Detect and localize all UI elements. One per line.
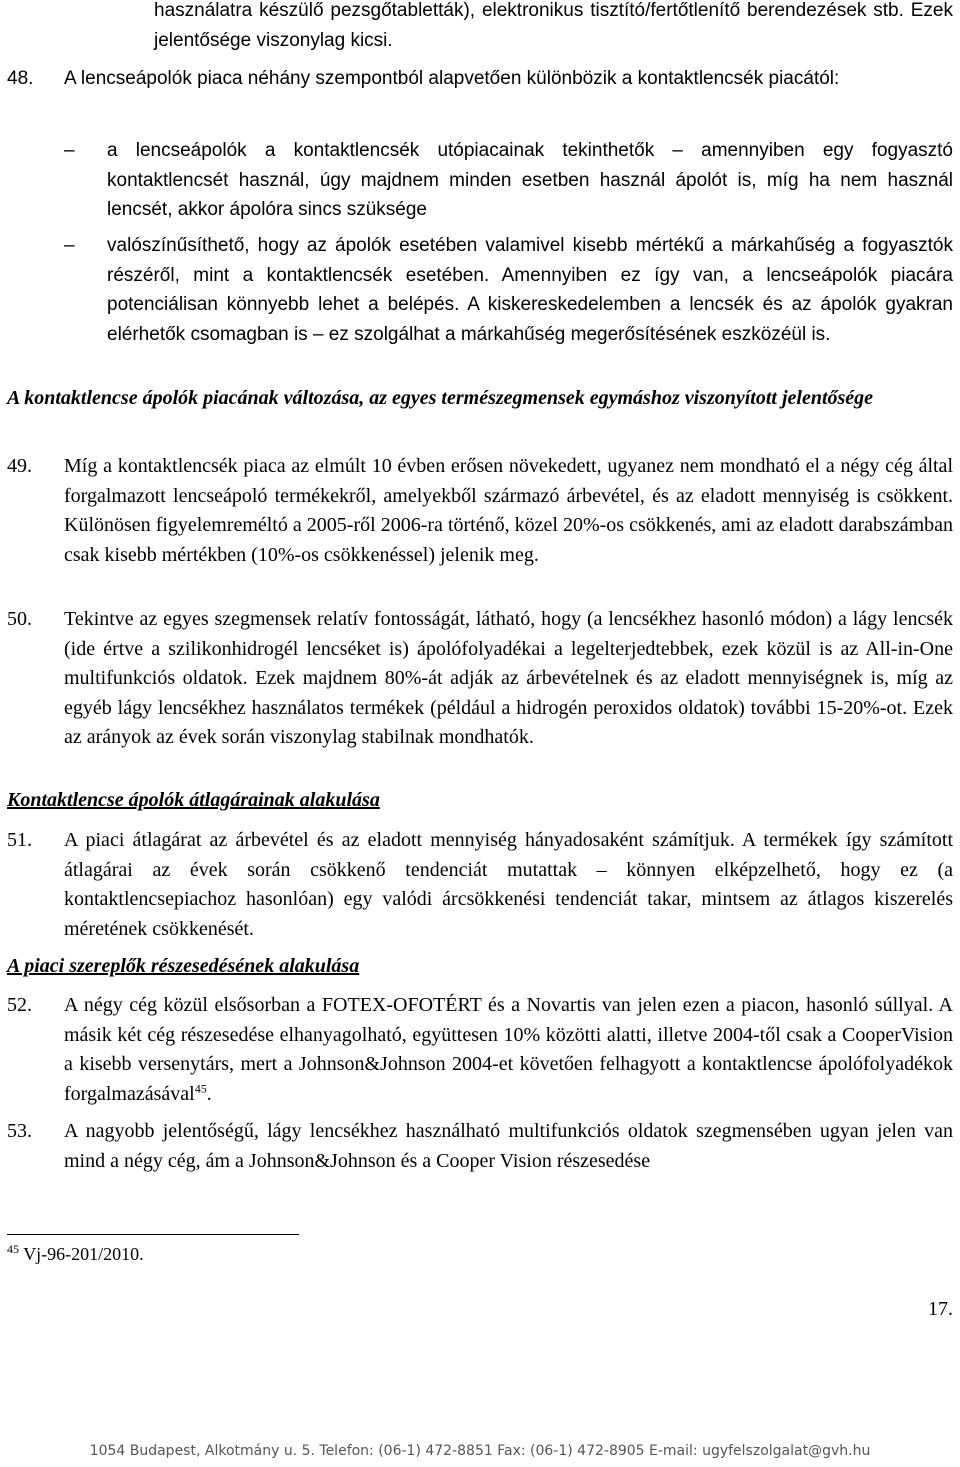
paragraph-number-49: 49. [7, 455, 32, 477]
paragraph-number-53: 53. [7, 1120, 32, 1142]
continuation-paragraph: használatra készülő pezsgőtabletták), elektronikus tisztító/fertőtlenítő berendezések stb. Ezek jelentősége viszonylag kicsi. [154, 0, 953, 51]
paragraph-number-52: 52. [7, 994, 32, 1016]
heading-2-text: Kontaktlencse ápolók átlagárainak alakulása [7, 789, 380, 811]
section-heading-3 [7, 952, 960, 982]
section-heading-2 [7, 786, 960, 816]
paragraph-49: Míg a kontaktlencsék piaca az elmúlt 10 évben erősen növekedett, ugyanez nem mondható el a négy cég által forgalmazott lencseápoló termékekről, amelyekből származó árbevétel, és az eladott mennyiség is csökkent. Különösen figyelemreméltó a 2005-ről 2006-ra történő, közel 20%-os csökkenés, ami az eladott darabszámban csak kisebb mértékben (10%-os csökkenéssel) jelenik meg. [64, 455, 953, 566]
paragraph-52-tail: . [206, 1082, 212, 1105]
paragraph-50: Tekintve az egyes szegmensek relatív fontosságát, látható, hogy (a lencsékhez hasonló módon) a lágy lencsék (ide értve a szilikonhidrogél lencséket is) ápolófolyadékai a legelterjedtebbek, ezek közül is az All-in-One multifunkciós oldatok. Ezek majdnem 80%-át adják az árbevételnek és az eladott mennyiségnek is, míg az egyéb lágy lencsékhez használatos termékek (például a hidrogén peroxidos oldatok) további 15-20%-ot. Ezek az arányok az évek során viszonylag stabilnak mondhatók. [64, 608, 953, 748]
footnote-text: Vj-96-201/2010. [23, 1244, 144, 1264]
page-number: 17. [928, 1298, 953, 1320]
footnote-marker: 45 [7, 1242, 19, 1256]
footnote [7, 1242, 144, 1266]
footnote-separator [7, 1234, 299, 1235]
bullet-dash: – [64, 235, 75, 256]
paragraph-53: A nagyobb jelentőségű, lágy lencsékhez használható multifunkciós oldatok szegmensében ugyan jelen van mind a négy cég, ám a Johnson&Johnson és a Cooper Vision részesedése [64, 1120, 953, 1172]
paragraph-52 [64, 991, 953, 1109]
heading-3-text: A piaci szereplők részesedésének alakulása [7, 955, 360, 977]
bullet-item-2: valószínűsíthető, hogy az ápolók esetében valamivel kisebb mértékű a márkahűség a fogyasztók részéről, mint a kontaktlencsék esetében. Amennyiben ez így van, a lencseápolók piacára potenciálisan könnyebb lehet a belépés. A kiskereskedelemben a lencsék és az ápolók gyakran elérhetők csomagban is – ez szolgálhat a márkahűség megerősítésének eszközéül is. [107, 235, 953, 345]
paragraph-number-50: 50. [7, 608, 32, 630]
footnote-reference[interactable]: 45 [194, 1080, 207, 1095]
paragraph-48-intro: A lencseápolók piaca néhány szempontból alapvetően különbözik a kontaktlencsék piacától: [64, 68, 840, 89]
paragraph-51: A piaci átlagárat az árbevétel és az eladott mennyiség hányadosaként számítjuk. A termékek így számított átlagárai az évek során csökkenő tendenciát mutattak – könnyen elképzelhető, hogy ez (a kontaktlencsepiachoz hasonlóan) egy valódi árcsökkenési tendenciát takar, mintsem az átlagos kiszerelés méretének csökkenését. [64, 829, 953, 940]
paragraph-number-48: 48. [7, 68, 34, 89]
page-footer-contact: 1054 Budapest, Alkotmány u. 5. Telefon: (06-1) 472-8851 Fax: (06-1) 472-8905 E-mail: ugyfelszolgalat@gvh.hu [89, 1443, 871, 1459]
section-heading-1: A kontaktlencse ápolók piacának változása, az egyes természegmensek egymáshoz viszonyított jelentősége [7, 387, 874, 409]
bullet-dash: – [64, 140, 75, 161]
paragraph-number-51: 51. [7, 829, 32, 851]
bullet-item-1: a lencseápolók a kontaktlencsék utópiacainak tekinthetők – amennyiben egy fogyasztó kontaktlencsét használ, úgy majdnem minden esetben használ ápolót is, míg ha nem használ lencsét, akkor ápolóra sincs szüksége [107, 140, 953, 220]
paragraph-52-text: A négy cég közül elsősorban a FOTEX-OFOTÉRT és a Novartis van jelen ezen a piacon, hasonló súllyal. A másik két cég részesedése elhanyagolható, együttesen 10% közötti alatti, illetve 2004-től csak a CooperVision a kisebb versenytárs, mert a Johnson&Johnson 2004-et követően felhagyott a kontaktlencse ápolófolyadékok forgalmazásával [64, 994, 953, 1105]
